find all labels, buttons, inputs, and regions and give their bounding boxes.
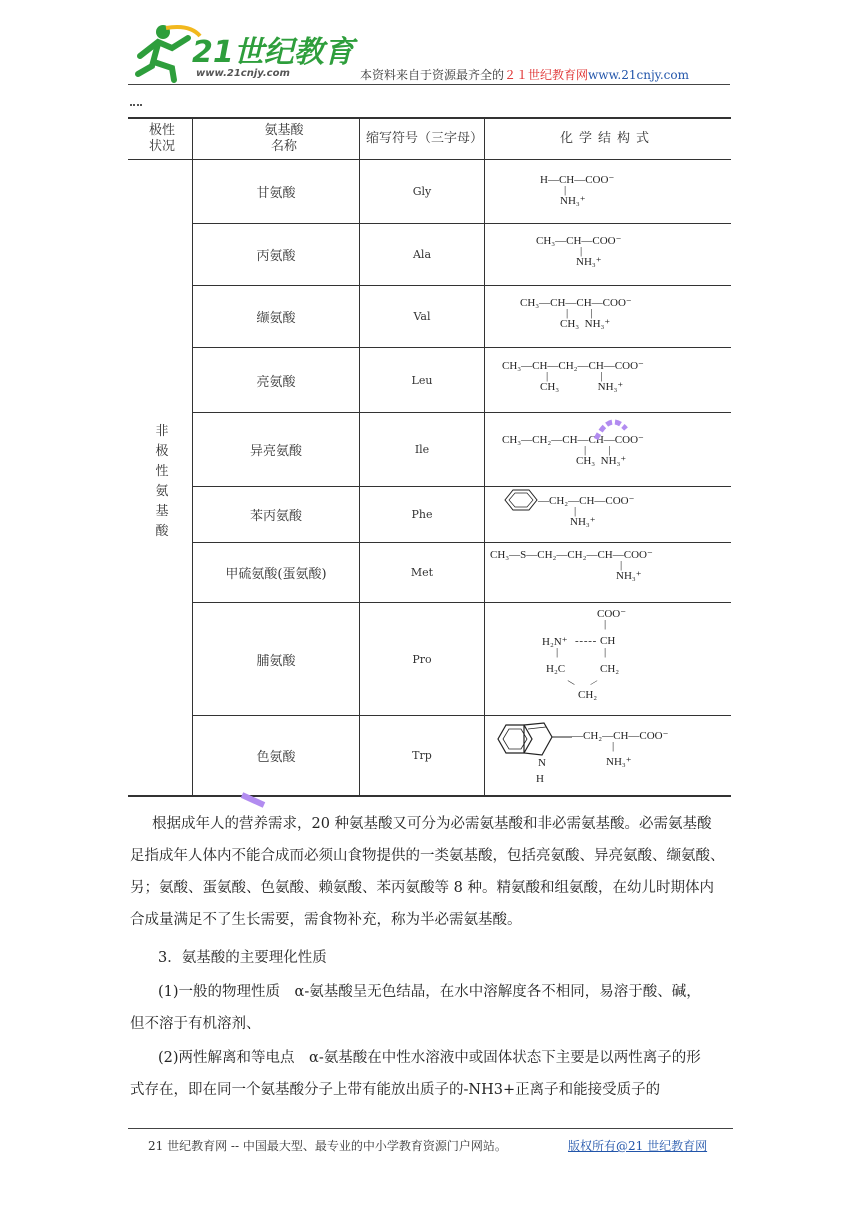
bond-vertical: | [604, 646, 607, 658]
formula-main: CH₃—CH—COO⁻ [536, 235, 622, 247]
column-divider [484, 117, 485, 797]
structure-val [520, 296, 632, 330]
para-line: 根据成年人的营养需求，20 种氨基酸又可分为必需氨基酸和非必需氨基酸。必需氨基酸 [152, 816, 712, 832]
table-row-abbr: Leu [411, 373, 433, 387]
formula-subs [560, 317, 632, 330]
table-row-name: 甘氨酸 [256, 186, 296, 201]
table-row-abbr: Pro [412, 652, 432, 666]
table-row-name: 脯氨酸 [256, 653, 296, 669]
formula-main: H—CH—COO⁻ [540, 174, 615, 186]
structure-met [490, 548, 653, 582]
table-row-abbr: Ala [412, 248, 432, 261]
table-row-abbr: Trp [412, 749, 432, 762]
bond-vertical: | | [584, 444, 611, 456]
structure-ala [536, 234, 621, 268]
table-row-abbr: Val [413, 310, 431, 323]
site-logo[interactable] [130, 22, 354, 84]
para-line: 足指成年人体内不能合成而必须山食物提供的一类氨基酸，包括亮氨酸、异亮氨酸、缬氨酸、 [130, 848, 725, 864]
structure-phe [504, 488, 634, 528]
pro-coo: COO⁻ [597, 608, 627, 620]
para-line: 另；氨酸、蛋氨酸、色氨酸、赖氨酸、苯丙氨酸等 8 种。精氨酸和组氨酸，在幼儿时期体内 [130, 880, 714, 896]
bond-vertical: | | [566, 307, 593, 319]
table-row-name: 色氨酸 [256, 750, 296, 765]
bond-vertical: | [612, 740, 615, 752]
formula-sub: NH₃⁺ [560, 195, 586, 207]
header-note-prefix: 本资料来自于资源最齐全的 [360, 68, 505, 82]
bond-vertical: | [580, 245, 583, 257]
formula-main: CH₃—CH₂—CH—CH—COO⁻ [502, 434, 644, 446]
para-line: 式存在，即在同一个氨基酸分子上带有能放出质子的-NH3+正离子和能接受质子的 [130, 1082, 661, 1098]
formula-sub: NH₃⁺ [576, 256, 602, 268]
header-abbr: 缩写符号（三字母） [366, 130, 484, 146]
header-name: 氨基酸名称 [264, 122, 304, 154]
table-bottom-rule [128, 795, 731, 797]
formula-sub1: CH₃ [560, 318, 580, 330]
formula-main: —CH₂—CH—COO⁻ [538, 495, 635, 507]
formula-main: —CH₂—CH—COO⁻ [572, 730, 669, 742]
polarity-label: 非极性氨基酸 [155, 423, 169, 540]
table-row-name: 缬氨酸 [256, 311, 296, 326]
section-title: 3．氨基酸的主要理化性质 [158, 950, 327, 966]
bond-diagonal: / [588, 677, 599, 689]
indole-nitrogen: N [538, 757, 546, 769]
header-divider [128, 84, 730, 85]
table-row-abbr: Met [410, 566, 434, 579]
bond-vertical: | [574, 505, 577, 517]
formula-subs [540, 380, 644, 393]
section-heading [130, 942, 735, 974]
table-row-abbr: Ile [414, 443, 430, 456]
purple-artifact-arc-icon [592, 409, 632, 443]
header-note-url[interactable]: www.21cnjy.com [588, 68, 689, 82]
table-row-abbr: Gly [412, 185, 432, 198]
footer-site-description: 21 世纪教育网 -- 中国最大型、最专业的中小学教育资源门户网站。 [148, 1139, 507, 1153]
structure-trp [496, 721, 696, 791]
pro-right-ch2: CH₂ [600, 663, 620, 675]
purple-artifact-mark-icon [240, 793, 268, 809]
logo-runner-icon [130, 22, 354, 84]
bond-vertical: | [556, 646, 559, 658]
header-polarity: 极性状况 [148, 122, 175, 154]
formula-subs [576, 454, 644, 467]
bond-dashed: - - - - - [575, 635, 596, 647]
pro-ch: CH [600, 635, 616, 647]
footer-divider [128, 1128, 733, 1129]
structure-leu [502, 359, 644, 393]
amino-acid-table [128, 117, 731, 797]
paragraph-isoelectric-point [130, 1042, 735, 1106]
formula-sub2: NH₃⁺ [597, 381, 624, 393]
benzene-ring-icon [504, 488, 538, 512]
formula-sub1: CH₃ [576, 455, 596, 467]
footer-copyright-link[interactable]: 版权所有@21 世纪教育网 [568, 1139, 708, 1153]
para-line: (2)两性解离和等电点 α-氨基酸在中性水溶液中或固体状态下主要是以两性离子的形 [158, 1050, 701, 1066]
formula-main: CH₃—CH—CH₂—CH—COO⁻ [502, 360, 644, 372]
pro-left-ch2: H₂C [546, 663, 566, 675]
structure-pro [542, 607, 632, 707]
table-row-abbr: Phe [411, 508, 433, 521]
logo-text: 21世纪教育 [192, 35, 354, 70]
header-note [360, 66, 689, 83]
table-row-name: 甲硫氨酸(蛋氨酸) [225, 567, 327, 582]
para-line: 但不溶于有机溶剂、 [130, 1016, 261, 1032]
para-line: 合成量满足不了生长需要，需食物补充，称为半必需氨基酸。 [130, 912, 522, 928]
formula-sub: NH₃⁺ [606, 756, 632, 768]
bond-vertical: | | [546, 370, 603, 382]
formula-sub2: NH₃⁺ [584, 318, 611, 330]
table-top-rule [128, 117, 731, 119]
bond-vertical: | [564, 184, 567, 196]
header-structure: 化学结构式 [559, 130, 655, 146]
table-row-name: 苯丙氨酸 [249, 509, 302, 524]
table-row-name: 异亮氨酸 [249, 444, 302, 459]
pro-bottom-ch2: CH₂ [578, 689, 598, 701]
scan-artifact-mark [130, 104, 142, 109]
bond-vertical: | [604, 618, 607, 630]
formula-sub: NH₃⁺ [616, 570, 642, 582]
bond-diagonal: \ [566, 677, 577, 689]
table-row-name: 丙氨酸 [256, 249, 296, 264]
formula-main: CH₃—S—CH₂—CH₂—CH—COO⁻ [490, 549, 653, 561]
table-row-name: 亮氨酸 [256, 374, 296, 390]
structure-gly [540, 173, 614, 207]
formula-sub2: NH₃⁺ [600, 455, 627, 467]
paragraph-essential-amino-acids [130, 808, 735, 936]
para-line: (1)一般的物理性质 α-氨基酸呈无色结晶，在水中溶解度各不相同，易溶于酸、碱， [158, 984, 701, 1000]
formula-sub1: CH₃ [540, 381, 560, 393]
logo-url: www.21cnjy.com [196, 68, 290, 79]
paragraph-physical-properties [130, 976, 735, 1040]
pro-nitrogen: H₂N⁺ [542, 636, 568, 648]
header-note-brand[interactable]: ２１世纪教育网 [504, 68, 589, 82]
indole-ring-icon [496, 721, 572, 765]
formula-sub: NH₃⁺ [570, 516, 596, 528]
indole-hydrogen: H [536, 773, 544, 785]
formula-main: CH₃—CH—CH—COO⁻ [520, 297, 632, 309]
bond-vertical: | [620, 559, 623, 571]
